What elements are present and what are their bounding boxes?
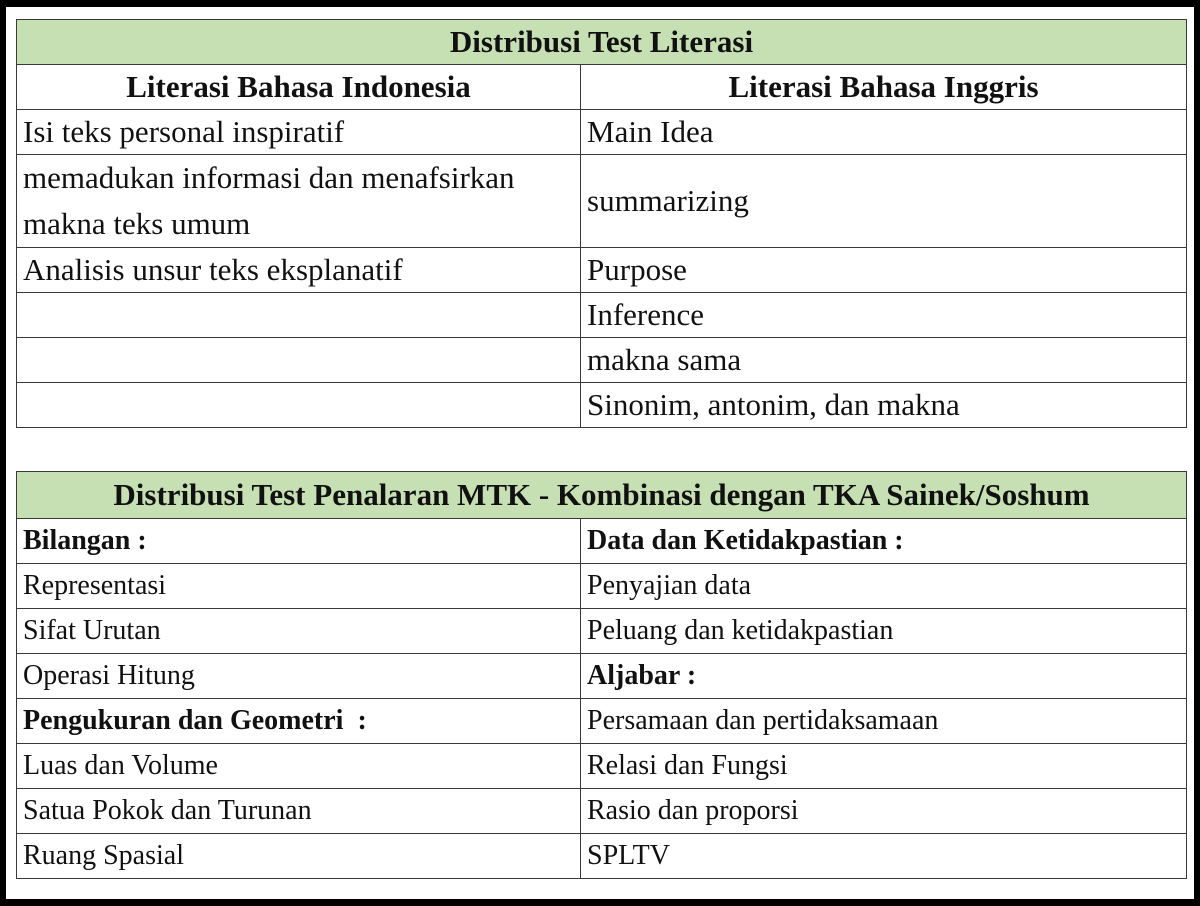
table-row xyxy=(17,519,1187,564)
table-row xyxy=(17,699,1187,744)
mtk-table-title: Distribusi Test Penalaran MTK - Kombinasi dengan TKA Sainek/Soshum xyxy=(17,472,1187,519)
table-row xyxy=(17,110,1187,155)
table-row xyxy=(17,155,1187,248)
table-row xyxy=(17,383,1187,428)
table-cell-empty xyxy=(17,293,581,338)
table-title-row xyxy=(17,20,1187,65)
mtk-distribution-table xyxy=(16,471,1187,879)
table-cell-empty xyxy=(17,338,581,383)
table-cell: Satua Pokok dan Turunan xyxy=(17,789,581,834)
table-cell: summarizing xyxy=(581,155,1187,248)
table-cell: Operasi Hitung xyxy=(17,654,581,699)
table-cell: Inference xyxy=(581,293,1187,338)
table-cell: Luas dan Volume xyxy=(17,744,581,789)
table-cell: Sifat Urutan xyxy=(17,609,581,654)
table-cell: Representasi xyxy=(17,564,581,609)
table-cell: Persamaan dan pertidaksamaan xyxy=(581,699,1187,744)
table-cell-empty xyxy=(17,383,581,428)
table-cell: Ruang Spasial xyxy=(17,834,581,879)
table-row xyxy=(17,609,1187,654)
document-page xyxy=(6,7,1194,899)
literasi-table-title: Distribusi Test Literasi xyxy=(17,20,1187,65)
column-header-indonesia: Literasi Bahasa Indonesia xyxy=(17,65,581,110)
category-heading-bilangan: Bilangan : xyxy=(17,519,581,564)
table-cell: Isi teks personal inspiratif xyxy=(17,110,581,155)
table-cell: SPLTV xyxy=(581,834,1187,879)
table-row xyxy=(17,338,1187,383)
category-heading-geometri: Pengukuran dan Geometri : xyxy=(17,699,581,744)
table-cell: Penyajian data xyxy=(581,564,1187,609)
table-row xyxy=(17,654,1187,699)
category-heading-data: Data dan Ketidakpastian : xyxy=(581,519,1187,564)
table-cell: memadukan informasi dan menafsirkan makna teks umum xyxy=(17,155,581,248)
table-cell: Main Idea xyxy=(581,110,1187,155)
table-cell: Relasi dan Fungsi xyxy=(581,744,1187,789)
table-cell: Sinonim, antonim, dan makna xyxy=(581,383,1187,428)
table-row xyxy=(17,293,1187,338)
table-row xyxy=(17,248,1187,293)
table-cell: Purpose xyxy=(581,248,1187,293)
table-cell: Rasio dan proporsi xyxy=(581,789,1187,834)
column-header-inggris: Literasi Bahasa Inggris xyxy=(581,65,1187,110)
table-cell: Analisis unsur teks eksplanatif xyxy=(17,248,581,293)
literasi-distribution-table xyxy=(16,19,1187,428)
table-row xyxy=(17,789,1187,834)
category-heading-aljabar: Aljabar : xyxy=(581,654,1187,699)
table-cell: makna sama xyxy=(581,338,1187,383)
table-row xyxy=(17,744,1187,789)
table-row xyxy=(17,834,1187,879)
table-title-row xyxy=(17,472,1187,519)
table-cell: Peluang dan ketidakpastian xyxy=(581,609,1187,654)
table-row xyxy=(17,564,1187,609)
column-header-row xyxy=(17,65,1187,110)
